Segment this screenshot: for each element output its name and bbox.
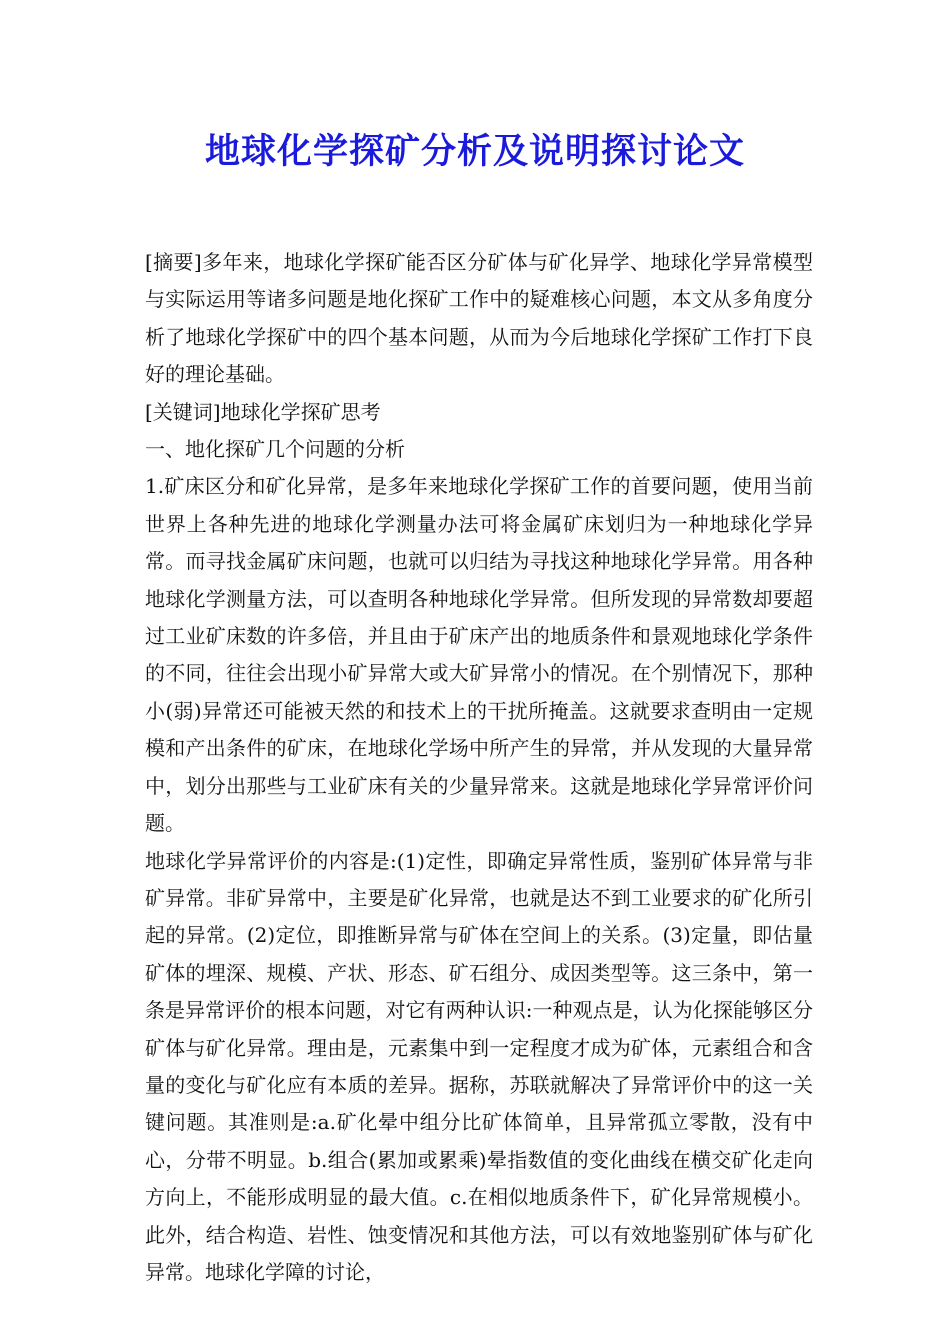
- abstract-paragraph: [摘要]多年来，地球化学探矿能否区分矿体与矿化异学、地球化学异常模型与实际运用等诸多问题是地化探矿工作中的疑难核心问题，本文从多角度分析了地球化学探矿中的四个基本问题，从而为今后地球化学探矿工作打下良好的理论基础。: [145, 250, 813, 387]
- body-paragraph: 地球化学异常评价的内容是:(1)定性，即确定异常性质，鉴别矿体异常与非矿异常。非矿异常中，主要是矿化异常，也就是达不到工业要求的矿化所引起的异常。(2)定位，即推断异常与矿体在空间上的关系。(3)定量，即估量矿体的埋深、规模、产状、形态、矿石组分、成因类型等。这三条中，第一条是异常评价的根本问题，对它有两种认识:一种观点是，认为化探能够区分矿体与矿化异常。理由是，元素集中到一定程度才成为矿体，元素组合和含量的变化与矿化应有本质的差异。据称，苏联就解决了异常评价中的这一关键问题。其准则是:a.矿化晕中组分比矿体简单，且异常孤立零散，没有中心，分带不明显。b.组合(累加或累乘)晕指数值的变化曲线在横交矿化走向方向上，不能形成明显的最大值。c.在相似地质条件下，矿化异常规模小。此外，结合构造、岩性、蚀变情况和其他方法，可以有效地鉴别矿体与矿化异常。地球化学障的讨论，: [145, 848, 813, 1284]
- body-paragraph: 1.矿床区分和矿化异常，是多年来地球化学探矿工作的首要问题，使用当前世界上各种先进的地球化学测量办法可将金属矿床划归为一种地球化学异常。而寻找金属矿床问题，也就可以归结为寻找这种地球化学异常。用各种地球化学测量方法，可以查明各种地球化学异常。但所发现的异常数却要超过工业矿床数的许多倍，并且由于矿床产出的地质条件和景观地球化学条件的不同，往往会出现小矿异常大或大矿异常小的情况。在个别情况下，那种小(弱)异常还可能被天然的和技术上的干扰所掩盖。这就要求查明由一定规模和产出条件的矿床，在地球化学场中所产生的异常，并从发现的大量异常中，划分出那些与工业矿床有关的少量异常来。这就是地球化学异常评价问题。: [145, 474, 813, 836]
- document-title: 地球化学探矿分析及说明探讨论文: [204, 132, 745, 172]
- section-heading: 一、地化探矿几个问题的分析: [145, 437, 405, 462]
- document-body: [145, 244, 813, 1291]
- keywords-paragraph: [关键词]地球化学探矿思考: [145, 399, 381, 424]
